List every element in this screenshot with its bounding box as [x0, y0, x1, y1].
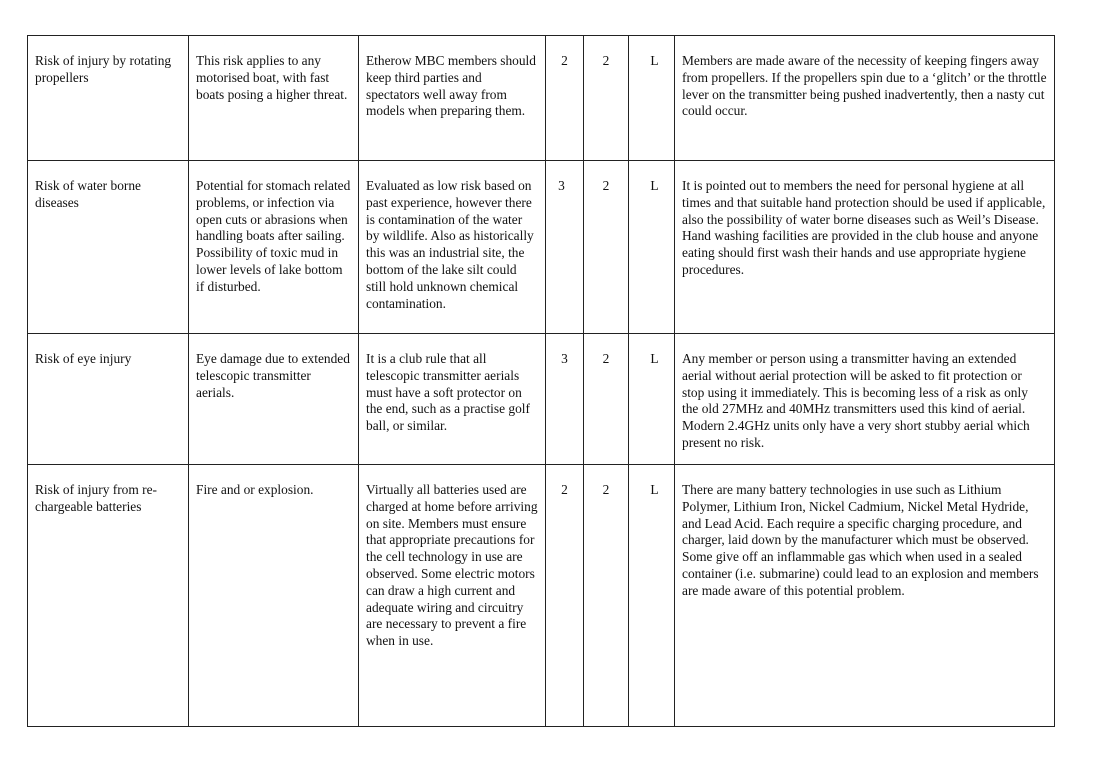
control-measures-cell: Any member or person using a transmitter having an extended aerial without aerial protection will be asked to fit protection or stop using it immediately. This is becoming less of a risk as only the old 27MHz and 40MHz transmitters used this kind of aerial. Modern 2.4GHz units only have a very short stubby aerial which present no risk. — [675, 334, 1055, 465]
control-measures-cell: There are many battery technologies in use such as Lithium Polymer, Lithium Iron, Nickel Cadmium, Nickel Metal Hydride, and Lead Acid. Each require a specific charging procedure, and charger, laid down by the manufacturer which must be observed. Some give off an inflammable gas which when used in a sealed container (i.e. submarine) could lead to an explosion and members are made aware of this potential problem. — [675, 465, 1055, 727]
hazard-cell: Risk of eye injury — [28, 334, 189, 465]
who-affected-cell: Virtually all batteries used are charged at home before arriving on site. Members must ensure that appropriate precautions for the cell technology in use are observed. Some electric motors can draw a high current and adequate wiring and circuitry are necessary to prevent a fire when in use. — [359, 465, 546, 727]
description-cell: Fire and or explosion. — [189, 465, 359, 727]
table-row — [28, 465, 1055, 727]
description-cell: Potential for stomach related problems, or infection via open cuts or abrasions when handling boats after sailing. Possibility of toxic mud in lower levels of lake bottom if disturbed. — [189, 161, 359, 334]
hazard-cell: Risk of injury from re-chargeable batteries — [28, 465, 189, 727]
risk-level-cell: L — [629, 465, 675, 727]
severity-cell: 2 — [546, 465, 584, 727]
table-row — [28, 161, 1055, 334]
severity-cell: 3 — [546, 161, 584, 334]
who-affected-cell: Etherow MBC members should keep third parties and spectators well away from models when preparing them. — [359, 36, 546, 161]
severity-cell: 3 — [546, 334, 584, 465]
who-affected-cell: Evaluated as low risk based on past experience, however there is contamination of the water by wildlife. Also as historically this was an industrial site, the bottom of the lake silt could still hold unknown chemical contamination. — [359, 161, 546, 334]
likelihood-cell: 2 — [584, 465, 629, 727]
severity-cell: 2 — [546, 36, 584, 161]
likelihood-cell: 2 — [584, 161, 629, 334]
likelihood-cell: 2 — [584, 36, 629, 161]
likelihood-cell: 2 — [584, 334, 629, 465]
control-measures-cell: It is pointed out to members the need for personal hygiene at all times and that suitable hand protection should be used if applicable, also the possibility of water borne diseases such as Weil’s Disease. Hand washing facilities are provided in the club house and anyone eating should first wash their hands and use appropriate hygiene procedures. — [675, 161, 1055, 334]
hazard-cell: Risk of injury by rotating propellers — [28, 36, 189, 161]
table-row — [28, 36, 1055, 161]
description-cell: Eye damage due to extended telescopic transmitter aerials. — [189, 334, 359, 465]
risk-level-cell: L — [629, 36, 675, 161]
table-row — [28, 334, 1055, 465]
risk-level-cell: L — [629, 334, 675, 465]
hazard-cell: Risk of water borne diseases — [28, 161, 189, 334]
risk-level-cell: L — [629, 161, 675, 334]
risk-assessment-table — [27, 35, 1055, 727]
control-measures-cell: Members are made aware of the necessity of keeping fingers away from propellers. If the propellers spin due to a ‘glitch’ or the throttle lever on the transmitter being pushed inadvertently, then a nasty cut could occur. — [675, 36, 1055, 161]
description-cell: This risk applies to any motorised boat, with fast boats posing a higher threat. — [189, 36, 359, 161]
who-affected-cell: It is a club rule that all telescopic transmitter aerials must have a soft protector on the end, such as a practise golf ball, or similar. — [359, 334, 546, 465]
